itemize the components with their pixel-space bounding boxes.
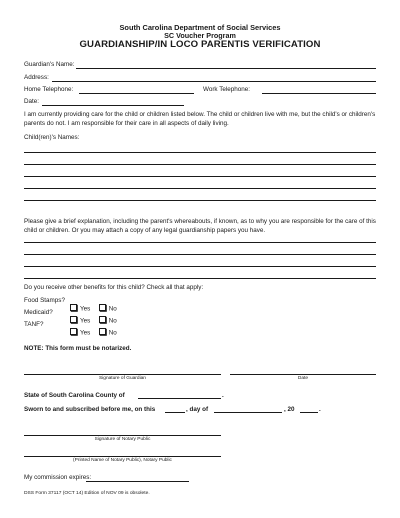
no-label: No <box>108 329 117 336</box>
work-telephone-label: Work Telephone: <box>203 86 251 93</box>
form-footer: DSS Form 37117 (OCT 14) Edition of NOV 09 is obsolete. <box>24 491 150 496</box>
program-name: SC Voucher Program <box>164 31 236 40</box>
day-of-text: , day of <box>186 406 209 413</box>
explanation-line[interactable] <box>24 242 376 243</box>
county-period: . <box>222 392 224 399</box>
children-name-line[interactable] <box>24 176 376 177</box>
children-name-line[interactable] <box>24 164 376 165</box>
county-field[interactable] <box>138 398 221 399</box>
children-name-line[interactable] <box>24 152 376 153</box>
work-telephone-field[interactable] <box>262 93 376 94</box>
sworn-text: Sworn to and subscribed before me, on this <box>24 406 156 413</box>
address-field[interactable] <box>52 81 376 82</box>
no-label: No <box>108 305 117 312</box>
guardian-signature-line[interactable] <box>24 374 221 375</box>
notary-printed-name-caption: (Printed Name of Notary Public), Notary Public <box>73 458 172 463</box>
explanation-line[interactable] <box>24 266 376 267</box>
guardian-name-label: Guardian's Name: <box>24 61 75 68</box>
explanation-line[interactable] <box>24 278 376 279</box>
children-name-line[interactable] <box>24 188 376 189</box>
explanation-prompt: Please give a brief explanation, including the parent's whereabouts, if known, as to why you are responsible for the care of this child or children. Or you may attach a copy of any legal guardianship papers you have. <box>24 218 376 234</box>
guardian-name-field[interactable] <box>76 68 376 69</box>
form-title: GUARDIANSHIP/IN LOCO PARENTIS VERIFICATION <box>79 39 321 50</box>
yes-label: Yes <box>80 329 91 336</box>
home-telephone-field[interactable] <box>79 93 194 94</box>
agency-name: South Carolina Department of Social Services <box>119 23 281 32</box>
tanf-yes-option[interactable] <box>70 328 90 337</box>
sworn-day-field[interactable] <box>165 412 185 413</box>
no-label: No <box>108 317 117 324</box>
food-stamps-label: Food Stamps? <box>24 297 65 304</box>
tanf-options <box>70 321 121 339</box>
children-names-label: Child(ren)'s Names: <box>24 134 80 141</box>
sworn-month-field[interactable] <box>214 412 282 413</box>
commission-expires-field[interactable] <box>86 481 189 482</box>
guardian-signature-caption: Signature of Guardian <box>99 376 146 381</box>
care-statement: I am currently providing care for the child or children listed below. The child or children live with me, but the child's or children's parents do not. I am responsible for their care in all aspects of daily living. <box>24 111 376 127</box>
tanf-label: TANF? <box>24 321 44 328</box>
date-field[interactable] <box>42 105 184 106</box>
signature-date-caption: Date <box>297 376 309 381</box>
date-label: Date: <box>24 98 40 105</box>
state-county-label: State of South Carolina County of <box>24 392 125 399</box>
notarize-note: NOTE: This form must be notarized. <box>24 345 132 352</box>
commission-expires-label: My commission expires: <box>24 474 92 481</box>
medicaid-label: Medicaid? <box>24 309 53 316</box>
sworn-year-field[interactable] <box>300 412 318 413</box>
benefits-question: Do you receive other benefits for this child? Check all that apply: <box>24 284 204 291</box>
notary-printed-name-line[interactable] <box>24 456 221 457</box>
year-text: , 20 <box>284 406 295 413</box>
home-telephone-label: Home Telephone: <box>24 86 74 93</box>
notary-signature-line[interactable] <box>24 435 221 436</box>
yes-label: Yes <box>80 317 91 324</box>
signature-date-line[interactable] <box>230 374 376 375</box>
address-label: Address: <box>24 74 49 81</box>
children-name-line[interactable] <box>24 200 376 201</box>
sworn-period: . <box>319 406 321 413</box>
tanf-no-option[interactable] <box>99 328 117 337</box>
notary-signature-caption: Signature of Notary Public <box>94 437 151 442</box>
explanation-line[interactable] <box>24 254 376 255</box>
checkbox-icon[interactable] <box>70 328 77 335</box>
yes-label: Yes <box>80 305 91 312</box>
checkbox-icon[interactable] <box>99 328 106 335</box>
